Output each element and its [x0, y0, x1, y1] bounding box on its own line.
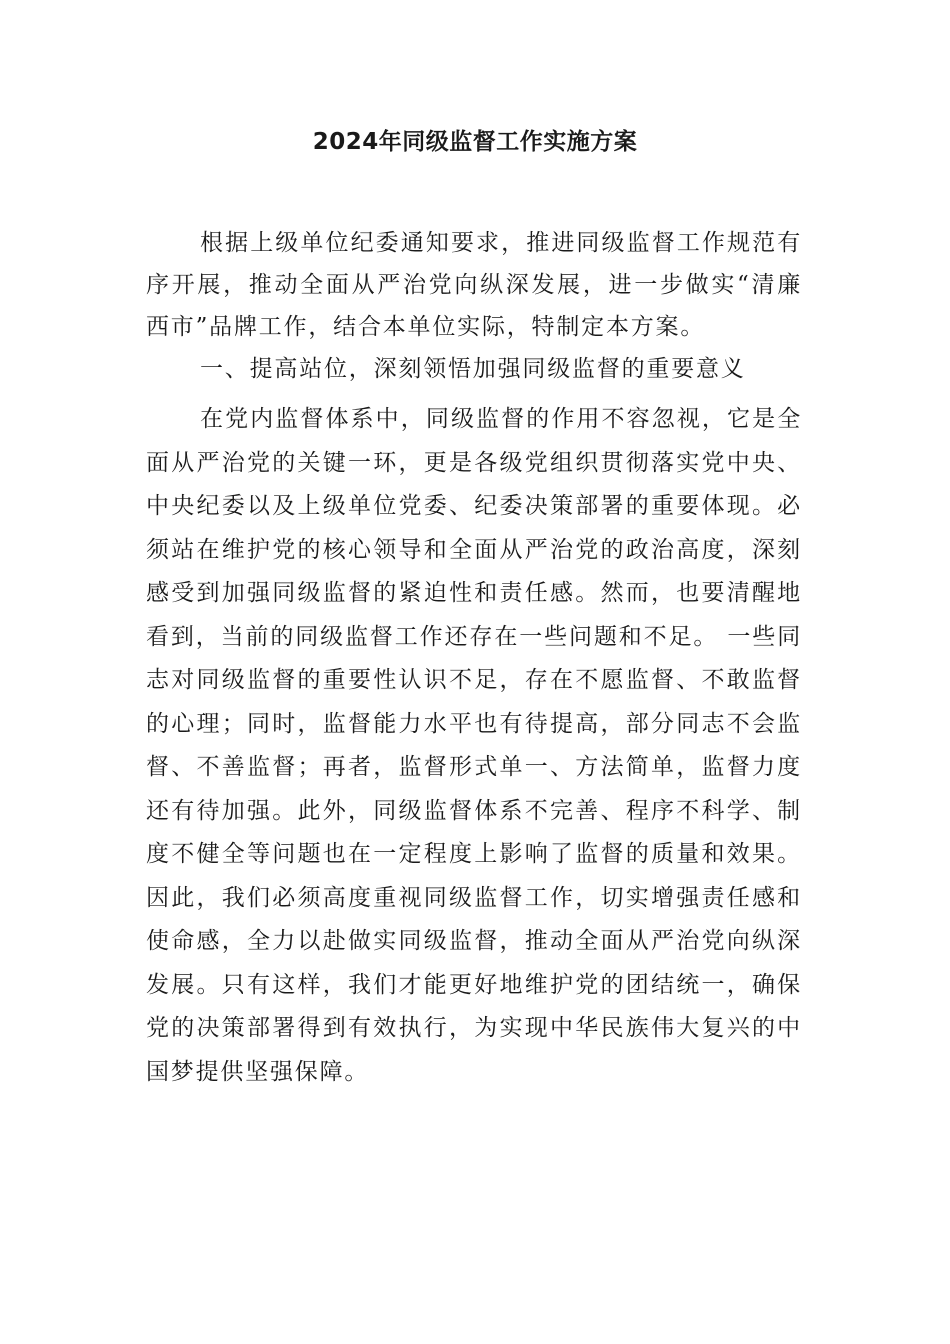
document-title: 2024年同级监督工作实施方案 — [312, 129, 638, 155]
section-body-paragraph: 在党内监督体系中，同级监督的作用不容忽视，它是全面从严治党的关键一环，更是各级党组织贯彻落实党中央、中央纪委以及上级单位党委、纪委决策部署的重要体现。必须站在维护党的核心领导和全面从严治党的政治高度，深刻感受到加强同级监督的紧迫性和责任感。然而，也要清醒地看到，当前的同级监督工作还存在一些问题和不足。 一些同志对同级监督的重要性认识不足，存在不愿监督、不敢监督的心理；同时，监督能力水平也有待提高，部分同志不会监督、不善监督；再者，监督形式单一、方法简单，监督力度还有待加强。此外，同级监督体系不完善、程序不科学、制度不健全等问题也在一定程度上影响了监督的质量和效果。因此，我们必须高度重视同级监督工作，切实增强责任感和使命感，全力以赴做实同级监督，推动全面从严治党向纵深发展。只有这样，我们才能更好地维护党的团结统一，确保党的决策部署得到有效执行，为实现中华民族伟大复兴的中国梦提供坚强保障。 — [146, 406, 802, 1085]
section-heading: 一、提高站位，深刻领悟加强同级监督的重要意义 — [200, 356, 746, 382]
intro-paragraph: 根据上级单位纪委通知要求，推进同级监督工作规范有序开展，推动全面从严治党向纵深发展，进一步做实“清廉西市”品牌工作，结合本单位实际，特制定本方案。 — [146, 230, 802, 340]
